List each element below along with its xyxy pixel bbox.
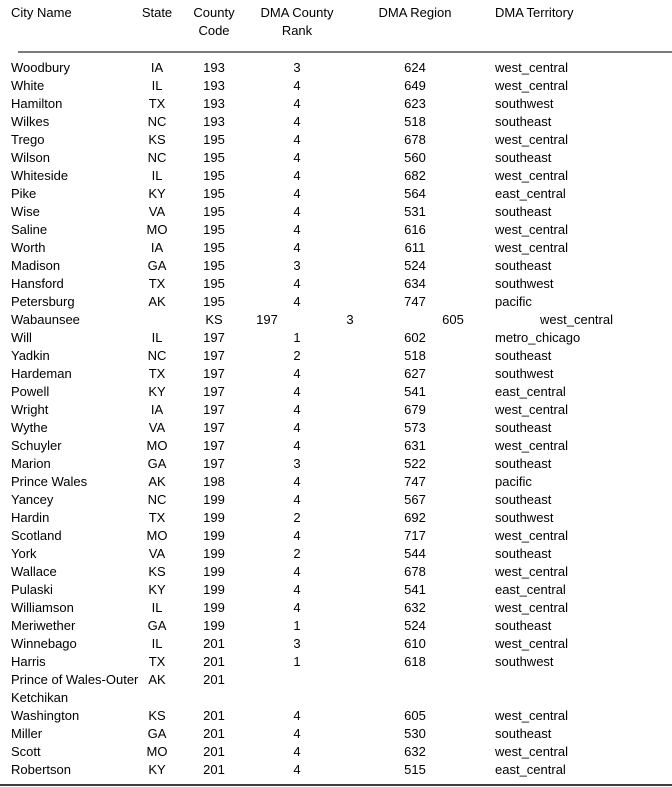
cell-state: VA: [148, 420, 166, 435]
cell-county-code: 197: [256, 312, 278, 327]
cell-state: VA: [148, 546, 166, 561]
cell-dma-region: 610: [404, 636, 426, 651]
cell-dma-territory: southeast: [495, 618, 552, 633]
cell-dma-region: 616: [404, 222, 426, 237]
cell-dma-county-rank: 4: [293, 492, 301, 507]
cell-county-code: 195: [203, 222, 225, 237]
cell-state: TX: [148, 654, 166, 669]
cell-dma-region: 518: [404, 348, 426, 363]
cell-county-code: 199: [203, 618, 225, 633]
cell-dma-county-rank: 4: [293, 726, 301, 741]
cell-dma-territory: west_central: [495, 636, 568, 651]
cell-city: Yadkin: [11, 348, 50, 363]
column-header-state: State: [141, 5, 173, 20]
cell-city: Harris: [11, 654, 46, 669]
cell-state: TX: [148, 276, 166, 291]
cell-dma-county-rank: 4: [293, 384, 301, 399]
cell-state: GA: [147, 456, 167, 471]
cell-dma-county-rank: 4: [293, 762, 301, 777]
table-row: [0, 77, 672, 95]
cell-city: Miller: [11, 726, 43, 741]
table-row: [0, 401, 672, 419]
cell-county-code: 199: [203, 600, 225, 615]
cell-dma-territory: west_central: [495, 240, 568, 255]
table-row: [0, 455, 672, 473]
cell-city: Wright: [11, 402, 49, 417]
cell-dma-territory: west_central: [495, 708, 568, 723]
cell-dma-region: 530: [404, 726, 426, 741]
cell-dma-county-rank: 3: [293, 258, 301, 273]
table-row: [0, 221, 672, 239]
cell-city: Pulaski: [11, 582, 53, 597]
cell-dma-region: 624: [404, 60, 426, 75]
cell-dma-county-rank: 1: [293, 330, 301, 345]
cell-state: IL: [151, 636, 163, 651]
cell-dma-territory: southwest: [495, 366, 554, 381]
cell-dma-territory: east_central: [495, 762, 566, 777]
cell-dma-territory: southeast: [495, 348, 552, 363]
cell-city: Wythe: [11, 420, 48, 435]
cell-city: Hardin: [11, 510, 50, 525]
table-row: [0, 743, 672, 761]
cell-city: Worth: [11, 240, 46, 255]
cell-county-code: 195: [203, 132, 225, 147]
table-row: [0, 149, 672, 167]
cell-city: Robertson: [11, 762, 71, 777]
cell-dma-region: 524: [404, 618, 426, 633]
cell-dma-region: 618: [404, 654, 426, 669]
cell-city: Williamson: [11, 600, 74, 615]
table-row: [0, 59, 672, 77]
cell-dma-county-rank: 4: [293, 276, 301, 291]
table-row: [0, 167, 672, 185]
cell-dma-territory: southwest: [495, 276, 554, 291]
cell-city: Prince Wales: [11, 474, 88, 489]
cell-state: KY: [148, 762, 166, 777]
column-header-dma-county-rank: DMA County Rank: [260, 5, 334, 38]
table-row: [0, 185, 672, 203]
table-row: [0, 347, 672, 365]
column-header-dma-region: DMA Region: [378, 5, 452, 20]
cell-dma-region: 717: [404, 528, 426, 543]
cell-state: TX: [148, 366, 166, 381]
cell-city: Pike: [11, 186, 37, 201]
cell-state: KY: [148, 186, 166, 201]
cell-state: MO: [146, 438, 168, 453]
table-row: [0, 95, 672, 113]
column-header-city: City Name: [11, 5, 72, 20]
cell-dma-county-rank: 4: [293, 294, 301, 309]
cell-dma-county-rank: 4: [293, 438, 301, 453]
cell-state: GA: [147, 258, 167, 273]
cell-dma-region: 634: [404, 276, 426, 291]
cell-city: Whiteside: [11, 168, 69, 183]
table-row: [0, 581, 672, 599]
cell-city: Petersburg: [11, 294, 75, 309]
cell-state: NC: [147, 150, 167, 165]
cell-city: Yancey: [11, 492, 54, 507]
cell-county-code: 198: [203, 474, 225, 489]
cell-dma-territory: west_central: [495, 438, 568, 453]
table-row: [0, 635, 672, 653]
cell-dma-territory: pacific: [495, 474, 532, 489]
cell-city: Scott: [11, 744, 41, 759]
table-row: [0, 707, 672, 725]
cell-dma-territory: west_central: [495, 60, 568, 75]
cell-county-code: 195: [203, 240, 225, 255]
cell-dma-county-rank: 4: [293, 114, 301, 129]
table-header-row: [0, 4, 672, 40]
cell-city: York: [11, 546, 37, 561]
cell-city: Woodbury: [11, 60, 71, 75]
table-row: [0, 671, 672, 707]
cell-city: Wallace: [11, 564, 57, 579]
cell-county-code: 199: [203, 492, 225, 507]
table-row: [0, 509, 672, 527]
cell-dma-region: 692: [404, 510, 426, 525]
table-row: [0, 725, 672, 743]
cell-city: Meriwether: [11, 618, 76, 633]
cell-dma-region: 649: [404, 78, 426, 93]
cell-dma-county-rank: 4: [293, 528, 301, 543]
cell-state: MO: [146, 744, 168, 759]
cell-dma-region: 627: [404, 366, 426, 381]
table-row: [0, 365, 672, 383]
table-row: [0, 239, 672, 257]
cell-county-code: 201: [203, 672, 225, 687]
cell-dma-territory: east_central: [495, 384, 566, 399]
cell-county-code: 197: [203, 348, 225, 363]
table-row: [0, 473, 672, 491]
table-row: [0, 131, 672, 149]
cell-state: NC: [147, 492, 167, 507]
cell-state: KS: [148, 708, 166, 723]
cell-city: Wise: [11, 204, 40, 219]
cell-dma-county-rank: 4: [293, 708, 301, 723]
cell-county-code: 199: [203, 546, 225, 561]
cell-state: KY: [148, 384, 166, 399]
cell-county-code: 195: [203, 276, 225, 291]
cell-dma-county-rank: 4: [293, 132, 301, 147]
cell-county-code: 201: [203, 744, 225, 759]
cell-county-code: 195: [203, 150, 225, 165]
cell-dma-county-rank: 3: [346, 312, 354, 327]
cell-state: AK: [148, 294, 166, 309]
cell-state: IL: [151, 600, 163, 615]
cell-dma-region: 611: [404, 240, 426, 255]
table-row: [0, 113, 672, 131]
cell-city: Hansford: [11, 276, 64, 291]
cell-dma-county-rank: 4: [293, 204, 301, 219]
cell-dma-county-rank: 4: [293, 168, 301, 183]
cell-state: IL: [151, 78, 163, 93]
table-row: [0, 617, 672, 635]
cell-county-code: 199: [203, 582, 225, 597]
cell-dma-county-rank: 2: [293, 348, 301, 363]
table-row: [0, 203, 672, 221]
cell-dma-county-rank: 4: [293, 600, 301, 615]
cell-state: IA: [150, 240, 164, 255]
cell-dma-region: 541: [404, 384, 426, 399]
cell-county-code: 201: [203, 708, 225, 723]
table-row: [0, 437, 672, 455]
cell-dma-territory: west_central: [495, 528, 568, 543]
cell-county-code: 199: [203, 564, 225, 579]
cell-dma-territory: southeast: [495, 258, 552, 273]
table-row: [0, 329, 672, 347]
cell-dma-region: 544: [404, 546, 426, 561]
cell-dma-territory: southeast: [495, 546, 552, 561]
cell-dma-region: 560: [404, 150, 426, 165]
header-divider: [18, 51, 672, 53]
cell-state: KS: [148, 564, 166, 579]
cell-city: Schuyler: [11, 438, 62, 453]
cell-state: VA: [148, 204, 166, 219]
table-row: [0, 419, 672, 437]
cell-county-code: 195: [203, 186, 225, 201]
cell-county-code: 195: [203, 258, 225, 273]
cell-state: NC: [147, 348, 167, 363]
cell-county-code: 201: [203, 636, 225, 651]
table-row: [0, 545, 672, 563]
cell-city: Prince of Wales-Outer Ketchikan: [11, 672, 139, 705]
cell-dma-region: 632: [404, 600, 426, 615]
cell-dma-county-rank: 1: [293, 618, 301, 633]
cell-state: IL: [151, 168, 163, 183]
cell-dma-territory: west_central: [495, 132, 568, 147]
cell-state: KS: [148, 132, 166, 147]
cell-county-code: 197: [203, 330, 225, 345]
cell-dma-region: 605: [404, 708, 426, 723]
cell-state: TX: [148, 510, 166, 525]
cell-dma-county-rank: 2: [293, 510, 301, 525]
cell-dma-territory: west_central: [495, 78, 568, 93]
cell-city: Madison: [11, 258, 61, 273]
cell-dma-territory: southeast: [495, 114, 552, 129]
cell-dma-territory: east_central: [495, 186, 566, 201]
cell-dma-region: 747: [404, 294, 426, 309]
cell-dma-region: 573: [404, 420, 426, 435]
cell-city: Trego: [11, 132, 45, 147]
cell-dma-territory: southeast: [495, 420, 552, 435]
cell-dma-territory: southeast: [495, 726, 552, 741]
cell-dma-territory: southeast: [495, 150, 552, 165]
cell-city: Hardeman: [11, 366, 72, 381]
cell-dma-region: 632: [404, 744, 426, 759]
cell-city: Marion: [11, 456, 51, 471]
table-body: [0, 59, 672, 779]
cell-state: IA: [150, 60, 164, 75]
cell-dma-region: 564: [404, 186, 426, 201]
cell-county-code: 201: [203, 726, 225, 741]
cell-dma-territory: west_central: [540, 312, 613, 327]
cell-county-code: 197: [203, 438, 225, 453]
cell-state: IL: [151, 330, 163, 345]
cell-state: AK: [148, 672, 166, 687]
table-header: [0, 0, 672, 40]
cell-city: Wilkes: [11, 114, 50, 129]
cell-city: Wilson: [11, 150, 51, 165]
cell-dma-county-rank: 4: [293, 402, 301, 417]
cell-dma-territory: east_central: [495, 582, 566, 597]
table-row: [0, 383, 672, 401]
cell-dma-territory: west_central: [495, 222, 568, 237]
cell-dma-region: 518: [404, 114, 426, 129]
cell-county-code: 193: [203, 60, 225, 75]
cell-dma-region: 631: [404, 438, 426, 453]
cell-dma-region: 623: [404, 96, 426, 111]
cell-county-code: 195: [203, 168, 225, 183]
cell-dma-county-rank: 1: [293, 654, 301, 669]
cell-dma-region: 531: [404, 204, 426, 219]
cell-state: MO: [146, 528, 168, 543]
cell-dma-county-rank: 4: [293, 582, 301, 597]
cell-dma-region: 605: [442, 312, 464, 327]
cell-dma-county-rank: 3: [293, 456, 301, 471]
cell-state: GA: [147, 726, 167, 741]
cell-state: TX: [148, 96, 166, 111]
cell-county-code: 193: [203, 114, 225, 129]
cell-state: KY: [148, 582, 166, 597]
cell-dma-region: 602: [404, 330, 426, 345]
cell-dma-territory: southwest: [495, 510, 554, 525]
cell-state: KS: [205, 312, 223, 327]
cell-county-code: 193: [203, 78, 225, 93]
cell-city: Winnebago: [11, 636, 77, 651]
cell-state: IA: [150, 402, 164, 417]
cell-dma-territory: southeast: [495, 492, 552, 507]
table-row: [0, 293, 672, 311]
table-row: [0, 527, 672, 545]
cell-city: Wabaunsee: [11, 312, 80, 327]
cell-dma-territory: pacific: [495, 294, 532, 309]
table-row: [0, 491, 672, 509]
cell-county-code: 201: [203, 762, 225, 777]
cell-dma-territory: west_central: [495, 402, 568, 417]
cell-dma-region: 541: [404, 582, 426, 597]
cell-dma-county-rank: 4: [293, 366, 301, 381]
cell-dma-county-rank: 4: [293, 186, 301, 201]
cell-county-code: 199: [203, 528, 225, 543]
cell-city: Saline: [11, 222, 48, 237]
cell-dma-territory: west_central: [495, 744, 568, 759]
cell-city: Powell: [11, 384, 50, 399]
table-row: [0, 599, 672, 617]
cell-city: Washington: [11, 708, 80, 723]
table-row: [0, 761, 672, 779]
cell-county-code: 195: [203, 204, 225, 219]
cell-dma-territory: west_central: [495, 564, 568, 579]
table-row: [0, 563, 672, 581]
cell-county-code: 197: [203, 402, 225, 417]
cell-dma-territory: southwest: [495, 654, 554, 669]
cell-dma-region: 567: [404, 492, 426, 507]
cell-county-code: 195: [203, 294, 225, 309]
cell-dma-county-rank: 3: [293, 636, 301, 651]
cell-county-code: 199: [203, 510, 225, 525]
cell-dma-region: 679: [404, 402, 426, 417]
cell-dma-region: 747: [404, 474, 426, 489]
cell-city: Will: [11, 330, 32, 345]
cell-dma-county-rank: 4: [293, 222, 301, 237]
table-row: [0, 275, 672, 293]
cell-dma-county-rank: 4: [293, 78, 301, 93]
cell-dma-territory: metro_chicago: [495, 330, 581, 345]
cell-state: NC: [147, 114, 167, 129]
cell-dma-county-rank: 4: [293, 744, 301, 759]
table-row: [0, 311, 672, 329]
cell-dma-region: 678: [404, 564, 426, 579]
cell-dma-territory: southeast: [495, 456, 552, 471]
cell-dma-county-rank: 4: [293, 150, 301, 165]
cell-dma-territory: west_central: [495, 168, 568, 183]
cell-dma-region: 522: [404, 456, 426, 471]
cell-dma-region: 678: [404, 132, 426, 147]
cell-state: GA: [147, 618, 167, 633]
column-header-county-code: County Code: [193, 5, 235, 38]
cell-dma-territory: southwest: [495, 96, 554, 111]
cell-county-code: 197: [203, 456, 225, 471]
cell-dma-county-rank: 4: [293, 240, 301, 255]
cell-county-code: 197: [203, 420, 225, 435]
cell-city: Scotland: [11, 528, 62, 543]
cell-dma-county-rank: 2: [293, 546, 301, 561]
cell-city: Hamilton: [11, 96, 63, 111]
table-row: [0, 653, 672, 671]
column-header-dma-territory: DMA Territory: [495, 5, 574, 20]
cell-dma-territory: west_central: [495, 600, 568, 615]
cell-state: MO: [146, 222, 168, 237]
table-row: [0, 257, 672, 275]
cell-county-code: 201: [203, 654, 225, 669]
cell-state: AK: [148, 474, 166, 489]
cell-dma-region: 515: [404, 762, 426, 777]
cell-dma-region: 524: [404, 258, 426, 273]
table-bottom-border: [0, 784, 672, 786]
cell-city: White: [11, 78, 45, 93]
cell-dma-region: 682: [404, 168, 426, 183]
cell-county-code: 197: [203, 366, 225, 381]
cell-dma-county-rank: 4: [293, 474, 301, 489]
cell-dma-county-rank: 4: [293, 96, 301, 111]
cell-dma-territory: southeast: [495, 204, 552, 219]
cell-dma-county-rank: 4: [293, 420, 301, 435]
cell-dma-county-rank: 4: [293, 564, 301, 579]
cell-county-code: 197: [203, 384, 225, 399]
cell-dma-county-rank: 3: [293, 60, 301, 75]
cell-county-code: 193: [203, 96, 225, 111]
